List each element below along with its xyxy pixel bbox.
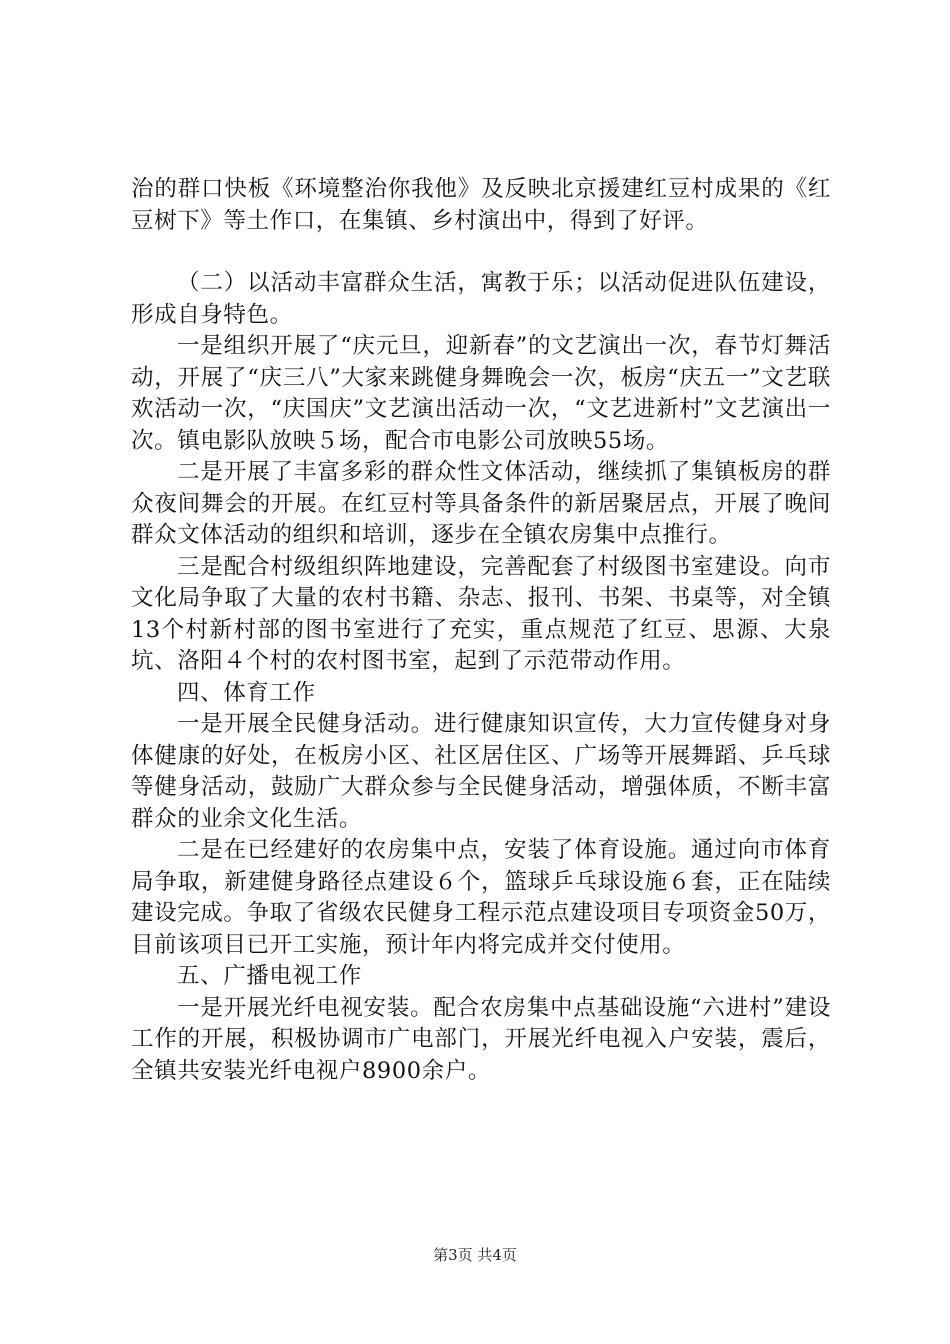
paragraph-continuation: 治的群口快板《环境整治你我他》及反映北京援建红豆村成果的《红豆树下》等土作口，在集镇、乡村演出中，得到了好评。: [131, 176, 831, 234]
paragraph-fiber-tv: 一是开展光纤电视安装。配合农房集中点基础设施“六进村”建设工作的开展，积极协调市广电部门，开展光纤电视入户安装，震后，全镇共安装光纤电视户8900余户。: [131, 994, 831, 1084]
section-heading-broadcast: 五、广播电视工作: [177, 963, 362, 989]
section-heading-activities: （二）以活动丰富群众生活，寓教于乐；以活动促进队伍建设，形成自身特色。: [131, 270, 831, 328]
paragraph-libraries: 三是配合村级组织阵地建设，完善配套了村级图书室建设。向市文化局争取了大量的农村书籍、杂志、报刊、书架、书桌等，对全镇13个村新村部的图书室进行了充实，重点规范了红豆、思源、大泉坑、洛阳４个村的农村图书室，起到了示范带动作用。: [131, 553, 831, 674]
paragraph-mass-activities: 二是开展了丰富多彩的群众性文体活动，继续抓了集镇板房的群众夜间舞会的开展。在红豆村等具备条件的新居聚居点，开展了晚间群众文体活动的组织和培训，逐步在全镇农房集中点推行。: [131, 459, 831, 548]
paragraph-sports-facilities: 二是在已经建好的农房集中点，安装了体育设施。通过向市体育局争取，新建健身路径点建设６个，篮球乒乓球设施６套，正在陆续建设完成。争取了省级农民健身工程示范点建设项目专项资金50万，目前该项目已开工实施，预计年内将完成并交付使用。: [131, 837, 831, 958]
page-number-footer: 第3页 共4页: [433, 1246, 517, 1264]
section-heading-sports: 四、体育工作: [177, 679, 316, 706]
document-body: [131, 174, 831, 1087]
paragraph-fitness: 一是开展全民健身活动。进行健康知识宣传，大力宣传健身对身体健康的好处，在板房小区、社区居住区、广场等开展舞蹈、乒乓球等健身活动，鼓励广大群众参与全民健身活动，增强体质，不断丰富群众的业余文化生活。: [131, 711, 831, 832]
paragraph-performances: 一是组织开展了“庆元旦，迎新春”的文艺演出一次，春节灯舞活动，开展了“庆三八”大家来跳健身舞晚会一次，板房“庆五一”文艺联欢活动一次，“庆国庆”文艺演出活动一次，“文艺进新村”文艺演出一次。镇电影队放映５场，配合市电影公司放映55场。: [131, 333, 831, 454]
